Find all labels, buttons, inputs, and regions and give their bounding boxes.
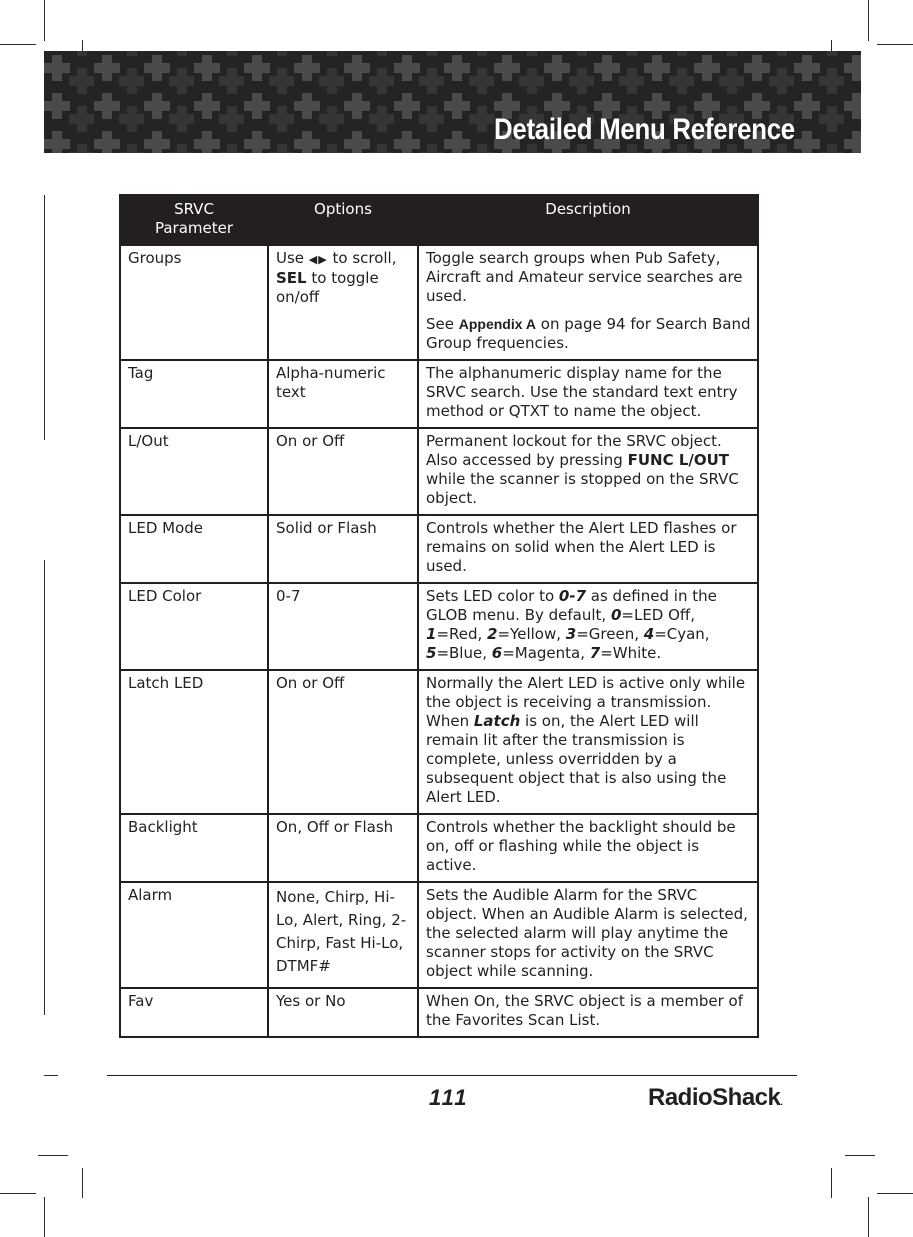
parameter-cell: LED Color — [120, 583, 268, 670]
description-cell: Controls whether the backlight should be on, off or flashing while the object is active. — [418, 814, 758, 882]
table-row — [120, 670, 758, 814]
table-row — [120, 360, 758, 428]
table-row — [120, 245, 758, 360]
options-cell: On or Off — [268, 428, 418, 515]
options-cell: Use ◀▶ to scroll, SEL to toggle on/off — [268, 245, 418, 360]
parameter-cell: LED Mode — [120, 515, 268, 583]
appendix-reference: Appendix A — [458, 316, 537, 332]
options-cell: 0-7 — [268, 583, 418, 670]
options-cell: Solid or Flash — [268, 515, 418, 583]
parameter-cell: Latch LED — [120, 670, 268, 814]
parameter-cell: Backlight — [120, 814, 268, 882]
parameter-cell: Fav — [120, 988, 268, 1037]
crop-mark — [845, 1155, 875, 1156]
parameter-cell: L/Out — [120, 428, 268, 515]
description-cell: When On, the SRVC object is a member of the Favorites Scan List. — [418, 988, 758, 1037]
parameter-cell: Tag — [120, 360, 268, 428]
description-cell: Sets LED color to 0-7 as defined in the GLOB menu. By default, 0=LED Off, 1=Red, 2=Yellow, 3=Green, 4=Cyan, 5=Blue, 6=Magenta, 7=White. — [418, 583, 758, 670]
margin-rule — [44, 195, 45, 440]
options-cell: On or Off — [268, 670, 418, 814]
crop-mark — [44, 1197, 45, 1237]
description-cell: Normally the Alert LED is active only while the object is receiving a transmission. When Latch is on, the Alert LED will remain lit after the transmission is complete, unless overridden by a subsequent object that is also using the Alert LED. — [418, 670, 758, 814]
column-header-description: Description — [418, 194, 758, 245]
crop-mark — [44, 0, 45, 41]
description-cell: Permanent lockout for the SRVC object. Also accessed by pressing FUNC L/OUT while the scanner is stopped on the SRVC object. — [418, 428, 758, 515]
crop-mark — [831, 1168, 832, 1198]
footer-rule — [107, 1075, 797, 1076]
description-cell: Toggle search groups when Pub Safety, Aircraft and Amateur service searches are used. See Appendix A on page 94 for Search Band Group frequencies. — [418, 245, 758, 360]
table-row — [120, 814, 758, 882]
table-row — [120, 428, 758, 515]
crop-mark — [868, 0, 869, 41]
table-row — [120, 988, 758, 1037]
menu-reference-table — [119, 194, 759, 1038]
column-header-options: Options — [268, 194, 418, 245]
page-title: Detailed Menu Reference — [494, 113, 795, 146]
options-cell: Yes or No — [268, 988, 418, 1037]
description-cell: Sets the Audible Alarm for the SRVC object. When an Audible Alarm is selected, the selected alarm will play anytime the scanner stops for activity on the SRVC object while scanning. — [418, 882, 758, 988]
page-number: 111 — [429, 1085, 469, 1110]
table-row — [120, 583, 758, 670]
options-cell: Alpha-numeric text — [268, 360, 418, 428]
brand-logo: RadioShack. — [648, 1084, 783, 1111]
description-cell: The alphanumeric display name for the SRVC search. Use the standard text entry method or QTXT to name the object. — [418, 360, 758, 428]
crop-mark — [0, 44, 36, 45]
crop-mark — [0, 1193, 36, 1194]
margin-rule — [44, 560, 45, 1015]
column-header-parameter: SRVC Parameter — [120, 194, 268, 245]
options-cell: None, Chirp, Hi-Lo, Alert, Ring, 2-Chirp, Fast Hi-Lo, DTMF# — [268, 882, 418, 988]
crop-mark — [82, 1168, 83, 1198]
table-row — [120, 515, 758, 583]
table-header-row — [120, 194, 758, 245]
parameter-cell: Alarm — [120, 882, 268, 988]
left-right-arrows-icon: ◀▶ — [308, 253, 328, 266]
options-cell: On, Off or Flash — [268, 814, 418, 882]
crop-mark — [868, 1197, 869, 1237]
crop-mark — [38, 1155, 68, 1156]
crop-mark — [44, 1075, 58, 1076]
table-row — [120, 882, 758, 988]
header-banner — [44, 51, 861, 153]
parameter-cell: Groups — [120, 245, 268, 360]
crop-mark — [877, 1193, 913, 1194]
description-cell: Controls whether the Alert LED flashes or remains on solid when the Alert LED is used. — [418, 515, 758, 583]
crop-mark — [877, 44, 913, 45]
